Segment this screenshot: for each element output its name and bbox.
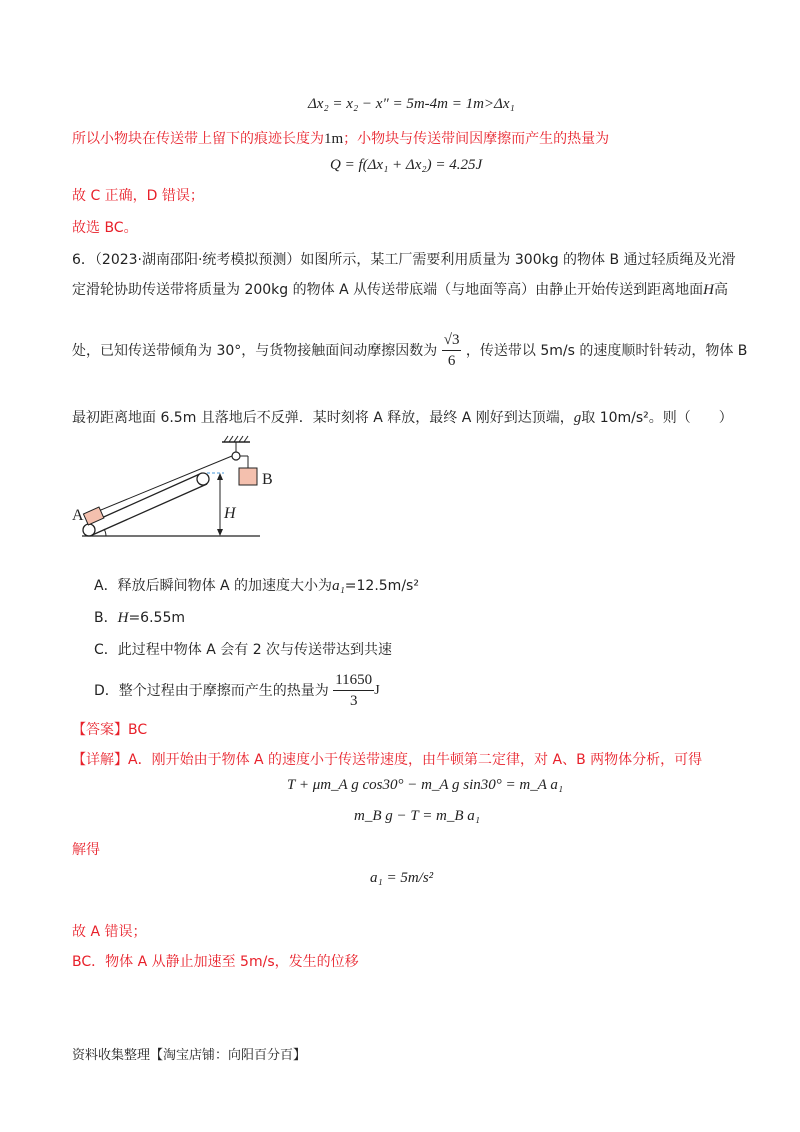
option-D: [94, 670, 380, 711]
trace-prefix: 所以小物块在传送带上留下的痕迹长度为: [72, 131, 324, 147]
var-H: H: [703, 282, 714, 298]
option-D-fraction: [333, 670, 374, 711]
problem-line-3b: ，传送带以 5m/s 的速度顺时针转动，物体 B: [465, 342, 748, 359]
option-B: [94, 608, 185, 628]
solve-label: 解得: [72, 842, 100, 858]
trace-length-line: [72, 129, 609, 149]
option-A-var: a₁: [332, 578, 345, 594]
var-g: g: [573, 410, 582, 426]
option-A-value: =12.5m/s²: [344, 578, 419, 594]
roller-bottom: [83, 524, 95, 536]
explain-tag: 【详解】: [72, 752, 128, 768]
problem-line-2b: 高: [713, 282, 728, 298]
mu-fraction: [442, 330, 462, 371]
option-C: C．此过程中物体 A 会有 2 次与传送带达到共速: [94, 642, 393, 658]
equation-1: T + μm_A g cos30° − m_A g sin30° = m_A a₁: [287, 777, 564, 793]
c-correct-line: 故 C 正确，D 错误；: [72, 188, 204, 204]
problem-line-3: [72, 330, 747, 371]
height-arrow-down: [217, 529, 223, 536]
label-A: A: [72, 507, 84, 524]
option-B-value: =6.55m: [128, 610, 185, 626]
problem-line-4a: 最初距离地面 6.5m 且落地后不反弹．某时刻将 A 释放，最终 A 刚好到达顶端，: [72, 410, 574, 426]
label-B: B: [262, 471, 273, 488]
ceiling-hatch: [224, 436, 248, 442]
belt-bottom: [90, 484, 207, 536]
explain-text: A．刚开始由于物体 A 的速度小于传送带速度，由牛顿第二定律，对 A、B 两物体分析，可得: [128, 752, 703, 768]
block-B: [239, 468, 257, 485]
trace-suffix: ；小物块与传送带间因摩擦而产生的热量为: [343, 131, 610, 147]
footer: 资料收集整理【淘宝店铺：向阳百分百】: [72, 1048, 307, 1063]
problem-line-4: [72, 408, 733, 428]
option-D-denominator: 3: [349, 693, 358, 709]
option-D-numerator: 11650: [333, 670, 374, 691]
option-B-var: H: [117, 610, 129, 626]
option-A-prefix: A．释放后瞬间物体 A 的加速度大小为: [94, 578, 333, 594]
equation-3: a₁ = 5m/s²: [370, 870, 434, 886]
roller-top: [197, 473, 209, 485]
mu-denominator: 6: [447, 353, 456, 369]
explain-line: [72, 750, 702, 770]
bc-line: BC．物体 A 从静止加速至 5m/s，发生的位移: [72, 954, 359, 970]
problem-line-2a: 定滑轮协助传送带将质量为 200kg 的物体 A 从传送带底端（与地面等高）由静止开始传送到距离地面: [72, 282, 704, 298]
answer-line: 【答案】BC: [72, 722, 148, 738]
problem-line-2: [72, 280, 728, 300]
height-arrow-up: [217, 473, 223, 480]
belt-top: [88, 473, 202, 524]
equation-heat-Q: Q = f(Δx₁ + Δx₂) = 4.25J: [330, 157, 483, 173]
conveyor-figure: [72, 430, 282, 545]
mu-numerator: √3: [442, 330, 462, 351]
choose-bc-line: 故选 BC。: [72, 220, 138, 236]
trace-value: 1m: [324, 131, 344, 147]
option-B-prefix: B．: [94, 610, 118, 626]
problem-line-4b: 取 10m/s²。则（ ）: [581, 410, 733, 426]
option-D-unit: J: [374, 682, 380, 698]
problem-line-1: 6．（2023·湖南邵阳·统考模拟预测）如图所示，某工厂需要利用质量为 300kg 的物体 B 通过轻质绳及光滑: [72, 252, 736, 268]
pulley: [232, 452, 240, 460]
equation-dx2: Δx₂ = x₂ − x″ = 5m-4m = 1m>Δx₁: [308, 96, 515, 112]
angle-arc: [104, 529, 106, 536]
option-D-prefix: D．整个过程由于摩擦而产生的热量为: [94, 682, 329, 699]
option-A: [94, 576, 419, 596]
label-H: H: [224, 505, 236, 522]
equation-2: m_B g − T = m_B a₁: [354, 808, 481, 824]
problem-line-3a: 处，已知传送带倾角为 30°，与货物接触面间动摩擦因数为: [72, 342, 438, 359]
a-wrong-line: 故 A 错误；: [72, 924, 147, 940]
